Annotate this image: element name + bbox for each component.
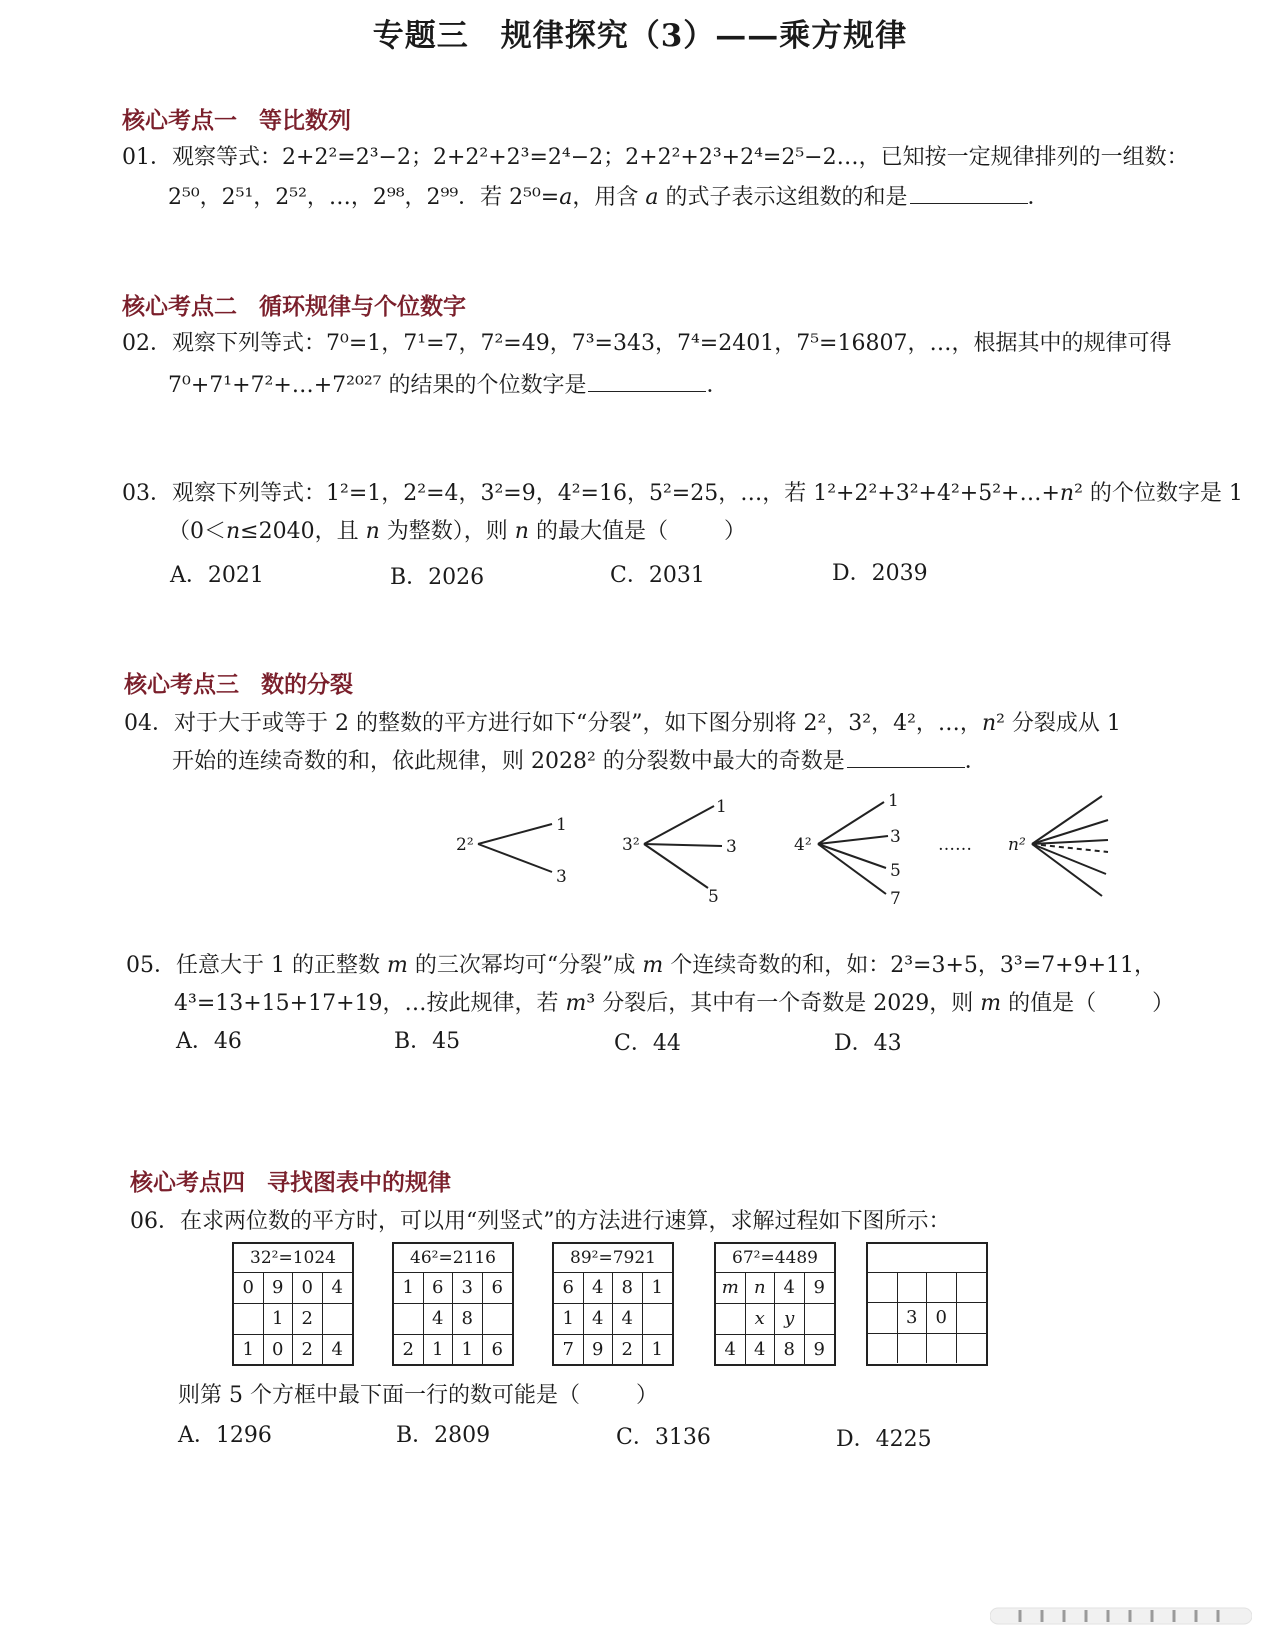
branch-line <box>818 844 886 894</box>
q3-text: 为整数），则 <box>386 519 508 544</box>
q4-end: ． <box>964 749 987 774</box>
section-heading-1 <box>122 102 351 135</box>
grid-cell <box>643 1304 673 1335</box>
grid-cell: 2 <box>293 1335 323 1365</box>
grid-cell: 2 <box>394 1335 424 1365</box>
q5-text: 4³=13+15+17+19，…按此规律，若 <box>174 991 559 1016</box>
q1-eq3: 2+2²+2³+2⁴=2⁵−2…， <box>625 145 881 170</box>
odd-label: 3 <box>890 827 901 847</box>
branch-line <box>644 806 714 844</box>
odd-label: 5 <box>708 887 719 907</box>
grid-cell: 4 <box>323 1273 353 1304</box>
odd-label: 3 <box>556 867 567 887</box>
option-d[interactable]: D．2039 <box>832 561 928 586</box>
grid-cell <box>868 1303 898 1334</box>
branch-line <box>818 844 886 868</box>
question-number: 02． <box>122 331 172 356</box>
grid-cell: 4 <box>746 1335 776 1365</box>
grid-cell: 6 <box>554 1273 584 1304</box>
question-number: 01． <box>122 145 172 170</box>
q1-line-1 <box>122 140 1189 171</box>
section-name: 核心考点二 <box>122 293 237 320</box>
grid-cell <box>868 1273 898 1303</box>
grid-cell: 1 <box>264 1304 294 1335</box>
grid-cell <box>957 1303 987 1334</box>
q2-line-2 <box>168 368 728 399</box>
q6-question <box>178 1378 658 1409</box>
q4-text: 开始的连续奇数的和，依此规律，则 2028² 的分裂数中最大的奇数是 <box>172 749 845 774</box>
branch-line <box>644 844 708 888</box>
grid-cell: 1 <box>234 1335 264 1365</box>
var-n: n <box>365 519 380 544</box>
var-a: a <box>559 185 573 210</box>
section-heading-4 <box>130 1164 451 1197</box>
box-grid <box>868 1273 986 1363</box>
grid-cell: 8 <box>775 1335 805 1365</box>
odd-label: 1 <box>716 797 727 817</box>
section-topic: 寻找图表中的规律 <box>267 1169 451 1196</box>
page-title: 专题三 规律探究（3）——乘方规律 <box>372 18 908 54</box>
grid-cell: 3 <box>898 1303 928 1334</box>
label-3-squared: 3² <box>622 835 640 855</box>
grid-cell <box>483 1304 513 1335</box>
grid-cell: x <box>746 1304 776 1335</box>
var-m: m <box>565 991 587 1016</box>
odd-label: 5 <box>890 861 901 881</box>
grid-cell: 9 <box>264 1273 294 1304</box>
option-a[interactable]: A．46 <box>176 1029 242 1054</box>
q6-text: ） <box>636 1383 659 1408</box>
watermark-bar-icon <box>990 1604 1252 1628</box>
grid-cell <box>927 1273 957 1303</box>
option-c[interactable]: C．2031 <box>610 563 705 588</box>
label-4-squared: 4² <box>794 835 812 855</box>
grid-cell: 4 <box>424 1304 454 1335</box>
grid-cell: 8 <box>453 1304 483 1335</box>
grid-cell <box>805 1304 835 1335</box>
q5-text: 个连续奇数的和，如：2³=3+5，3³=7+9+11， <box>670 953 1157 978</box>
section-heading-3 <box>124 666 353 699</box>
grid-cell: 6 <box>424 1273 454 1304</box>
label-n-squared: n² <box>1008 835 1026 855</box>
grid-cell: 7 <box>554 1335 584 1365</box>
box-caption: 67²=4489 <box>716 1244 834 1273</box>
q6-text: 在求两位数的平方时，可以用“列竖式”的方法进行速算，求解过程如下图所示： <box>180 1209 951 1234</box>
box-grid <box>554 1273 672 1363</box>
grid-cell: y <box>775 1304 805 1335</box>
grid-cell: 4 <box>584 1304 614 1335</box>
calc-box-5 <box>866 1242 988 1366</box>
grid-cell: 1 <box>554 1304 584 1335</box>
q6-text: 则第 5 个方框中最下面一行的数可能是（ <box>178 1383 580 1408</box>
q3-text: 的最大值是（ <box>535 519 668 544</box>
grid-cell: 4 <box>613 1304 643 1335</box>
section-name: 核心考点三 <box>124 671 239 698</box>
odd-label: 7 <box>890 889 901 909</box>
section-name: 核心考点一 <box>122 107 237 134</box>
q1-lead: 观察等式： <box>172 145 283 170</box>
q3-line-2 <box>168 514 746 545</box>
q4-text: ² 分裂成从 1 <box>996 711 1121 736</box>
q1-tail: 已知按一定规律排列的一组数： <box>880 145 1189 170</box>
grid-cell <box>957 1334 987 1364</box>
option-d[interactable]: D．4225 <box>836 1427 932 1452</box>
grid-cell <box>957 1273 987 1303</box>
box-grid <box>394 1273 512 1363</box>
q2-text: 观察下列等式：7⁰=1，7¹=7，7²=49，7³=343，7⁴=2401，7⁵=16807，…，根据其中的规律可得 <box>172 331 1172 356</box>
grid-cell <box>898 1334 928 1364</box>
grid-cell: 1 <box>651 1339 663 1360</box>
option-b[interactable]: B．2026 <box>390 565 485 590</box>
q1-text: ，用含 <box>572 185 639 210</box>
q4-line-1 <box>124 706 1121 737</box>
var-n: n <box>226 519 241 544</box>
grid-cell <box>716 1304 746 1335</box>
q5-text: ³ 分裂后，其中有一个奇数是 2029，则 <box>586 991 974 1016</box>
grid-cell: 6 <box>491 1339 503 1360</box>
q3-line-1 <box>122 476 1243 507</box>
q2-end: ． <box>706 373 729 398</box>
question-number: 04． <box>124 711 174 736</box>
section-topic: 循环规律与个位数字 <box>259 293 466 320</box>
q3-text: ） <box>723 519 746 544</box>
branch-line <box>478 844 552 872</box>
label-2-squared: 2² <box>456 835 474 855</box>
branch-line <box>644 844 722 846</box>
q6-line-1 <box>130 1204 951 1235</box>
q5-text: 任意大于 1 的正整数 <box>176 953 380 978</box>
section-topic: 等比数列 <box>259 107 351 134</box>
grid-cell: 4 <box>584 1273 614 1304</box>
question-number: 03． <box>122 481 172 506</box>
box-caption: 32²=1024 <box>234 1244 352 1273</box>
grid-cell: 9 <box>805 1273 835 1304</box>
q3-text: ² 的个位数字是 1 <box>1074 481 1243 506</box>
section-heading-2 <box>122 288 466 321</box>
grid-cell: 4 <box>716 1335 746 1365</box>
q5-line-2 <box>174 986 1174 1017</box>
q3-text: （0＜ <box>168 519 226 544</box>
grid-cell: 1 <box>424 1335 454 1365</box>
grid-cell <box>394 1304 424 1335</box>
grid-cell: 0 <box>293 1273 323 1304</box>
grid-cell: 0 <box>264 1335 294 1365</box>
grid-cell: 8 <box>613 1273 643 1304</box>
ellipsis: …… <box>938 835 972 855</box>
option-c[interactable]: C．44 <box>614 1031 681 1056</box>
grid-cell <box>898 1273 928 1303</box>
option-b[interactable]: B．2809 <box>396 1423 491 1448</box>
calc-box-1 <box>232 1242 354 1366</box>
grid-cell: 3 <box>453 1273 483 1304</box>
question-number: 05． <box>126 953 176 978</box>
q2-line-1 <box>122 326 1171 357</box>
q5-text: 的值是（ <box>1008 991 1097 1016</box>
grid-cell: 2 <box>293 1304 323 1335</box>
answer-blank[interactable] <box>588 371 706 392</box>
grid-cell: 1 <box>643 1273 673 1304</box>
q1-eq2: 2+2²+2³=2⁴−2； <box>432 145 626 170</box>
q5-text: ） <box>1152 991 1175 1016</box>
grid-cell <box>927 1334 957 1364</box>
odd-label: 1 <box>556 815 567 835</box>
var-m: m <box>980 991 1002 1016</box>
q4-line-2 <box>172 744 987 775</box>
section-name: 核心考点四 <box>130 1169 245 1196</box>
grid-cell: 0 <box>927 1303 957 1334</box>
grid-cell: n <box>746 1273 776 1304</box>
grid-cell <box>234 1304 264 1335</box>
answer-blank[interactable] <box>910 183 1028 204</box>
option-d[interactable]: D．43 <box>834 1031 902 1056</box>
var-n: n <box>1059 481 1075 506</box>
grid-cell <box>323 1304 353 1335</box>
answer-blank[interactable] <box>847 747 965 768</box>
q1-text: 的式子表示这组数的和是 <box>665 185 908 210</box>
question-number: 06． <box>130 1209 180 1234</box>
calc-box-2 <box>392 1242 514 1366</box>
grid-cell: 4 <box>775 1273 805 1304</box>
odd-label: 3 <box>726 837 737 857</box>
var-n: n <box>514 519 529 544</box>
q5-line-1 <box>126 948 1156 979</box>
grid-cell <box>868 1334 898 1364</box>
var-a: a <box>645 185 659 210</box>
box-grid <box>234 1273 352 1363</box>
grid-cell: 6 <box>483 1273 513 1304</box>
q1-eq1: 2+2²=2³−2； <box>282 145 433 170</box>
option-a[interactable]: A．2021 <box>170 563 264 588</box>
option-b[interactable]: B．45 <box>394 1029 461 1054</box>
box-caption: 46²=2116 <box>394 1244 512 1273</box>
box-caption <box>868 1244 986 1273</box>
box-grid <box>716 1273 834 1363</box>
grid-cell: 1 <box>453 1335 483 1365</box>
option-a[interactable]: A．1296 <box>178 1423 272 1448</box>
branch-line <box>1032 844 1102 896</box>
q3-text: 观察下列等式：1²=1，2²=4，3²=9，4²=16，5²=25，…，若 1²+2²+3²+4²+5²+…+ <box>172 481 1060 506</box>
grid-cell: m <box>716 1273 746 1304</box>
calc-box-4 <box>714 1242 836 1366</box>
q4-text: 对于大于或等于 2 的整数的平方进行如下“分裂”，如下图分别将 2²，3²，4²，…， <box>174 711 982 736</box>
q1-line-2 <box>168 180 1050 211</box>
option-c[interactable]: C．3136 <box>616 1425 711 1450</box>
var-m: m <box>642 953 664 978</box>
calc-box-3 <box>552 1242 674 1366</box>
grid-cell: 4 <box>331 1339 343 1360</box>
section-topic: 数的分裂 <box>261 671 353 698</box>
grid-cell: 0 <box>234 1273 264 1304</box>
q5-text: 的三次幂均可“分裂”成 <box>414 953 636 978</box>
branch-line <box>1032 796 1102 844</box>
split-diagram <box>440 786 1140 916</box>
grid-cell: 9 <box>813 1339 825 1360</box>
q3-text: ≤2040，且 <box>240 519 359 544</box>
odd-label: 1 <box>888 791 899 811</box>
q2-text: 7⁰+7¹+7²+…+7²⁰²⁷ 的结果的个位数字是 <box>168 373 587 398</box>
grid-cell: 9 <box>584 1335 614 1365</box>
branch-line <box>478 824 552 844</box>
grid-cell: 2 <box>613 1335 643 1365</box>
grid-cell: 1 <box>394 1273 424 1304</box>
var-m: m <box>386 953 408 978</box>
box-caption: 89²=7921 <box>554 1244 672 1273</box>
q1-end: ． <box>1027 185 1050 210</box>
var-n: n <box>981 711 997 736</box>
q1-seq: 2⁵⁰，2⁵¹，2⁵²，…，2⁹⁸，2⁹⁹．若 2⁵⁰= <box>168 185 560 210</box>
